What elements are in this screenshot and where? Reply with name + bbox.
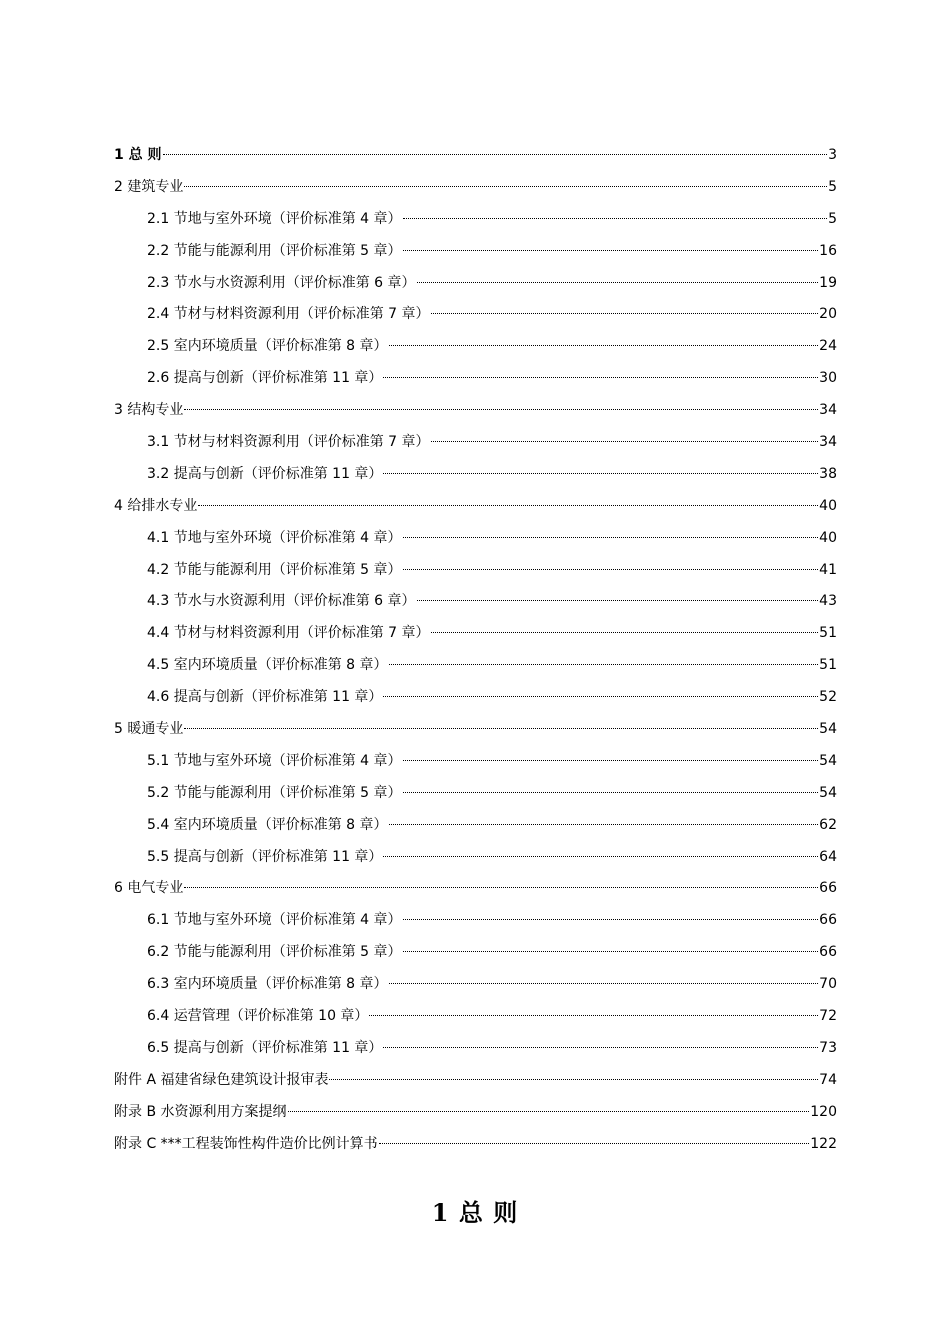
toc-dot-leader bbox=[403, 759, 819, 761]
toc-entry-page-number: 16 bbox=[819, 242, 837, 259]
toc-dot-leader bbox=[403, 536, 819, 538]
toc-entry-label: 4.2 节能与能源利用（评价标准第 5 章） bbox=[147, 561, 402, 578]
toc-entry[interactable] bbox=[114, 650, 837, 682]
toc-entry-page-number: 66 bbox=[819, 944, 837, 961]
toc-dot-leader bbox=[184, 886, 818, 888]
toc-entry[interactable] bbox=[114, 331, 837, 363]
toc-entry-label: 4.5 室内环境质量（评价标准第 8 章） bbox=[147, 657, 388, 674]
toc-dot-leader bbox=[184, 727, 818, 729]
toc-entry-label: 2.3 节水与水资源利用（评价标准第 6 章） bbox=[147, 274, 416, 291]
toc-entry[interactable] bbox=[114, 1065, 837, 1097]
toc-entry-label: 2 建筑专业 bbox=[114, 178, 184, 195]
toc-entry-page-number: 62 bbox=[819, 816, 837, 833]
toc-entry[interactable] bbox=[114, 268, 837, 300]
toc-entry[interactable] bbox=[114, 842, 837, 874]
toc-dot-leader bbox=[184, 185, 827, 187]
toc-dot-leader bbox=[403, 568, 819, 570]
toc-entry-label: 4.6 提高与创新（评价标准第 11 章） bbox=[147, 689, 383, 706]
toc-dot-leader bbox=[383, 376, 818, 378]
toc-entry[interactable] bbox=[114, 778, 837, 810]
toc-dot-leader bbox=[417, 599, 819, 601]
chapter-heading: 1 总 则 bbox=[431, 1198, 519, 1227]
toc-entry[interactable] bbox=[114, 555, 837, 587]
toc-entry-page-number: 72 bbox=[819, 1008, 837, 1025]
toc-entry[interactable] bbox=[114, 1129, 837, 1161]
toc-entry-page-number: 34 bbox=[819, 402, 837, 419]
toc-entry-label: 2.6 提高与创新（评价标准第 11 章） bbox=[147, 370, 383, 387]
toc-entry-page-number: 70 bbox=[819, 976, 837, 993]
toc-entry[interactable] bbox=[114, 682, 837, 714]
toc-dot-leader bbox=[163, 153, 828, 155]
toc-dot-leader bbox=[383, 472, 818, 474]
toc-entry-page-number: 122 bbox=[810, 1135, 837, 1152]
table-of-contents bbox=[114, 140, 837, 1161]
toc-entry-label: 6.2 节能与能源利用（评价标准第 5 章） bbox=[147, 944, 402, 961]
toc-entry-label: 6.4 运营管理（评价标准第 10 章） bbox=[147, 1008, 369, 1025]
toc-entry[interactable] bbox=[114, 236, 837, 268]
toc-dot-leader bbox=[389, 982, 819, 984]
toc-entry[interactable] bbox=[114, 299, 837, 331]
toc-dot-leader bbox=[369, 1014, 818, 1016]
toc-dot-leader bbox=[383, 695, 818, 697]
toc-entry-label: 6 电气专业 bbox=[114, 880, 184, 897]
toc-entry[interactable] bbox=[114, 905, 837, 937]
toc-entry[interactable] bbox=[114, 714, 837, 746]
toc-entry-label: 附录 C ***工程装饰性构件造价比例计算书 bbox=[114, 1135, 378, 1152]
toc-entry[interactable] bbox=[114, 1097, 837, 1129]
toc-entry[interactable] bbox=[114, 140, 837, 172]
toc-entry-page-number: 43 bbox=[819, 593, 837, 610]
toc-entry-page-number: 51 bbox=[819, 625, 837, 642]
toc-entry-label: 5.4 室内环境质量（评价标准第 8 章） bbox=[147, 816, 388, 833]
toc-entry-label: 附件 A 福建省绿色建筑设计报审表 bbox=[114, 1071, 329, 1088]
toc-entry[interactable] bbox=[114, 459, 837, 491]
toc-entry[interactable] bbox=[114, 746, 837, 778]
toc-entry-label: 3 结构专业 bbox=[114, 402, 184, 419]
toc-entry[interactable] bbox=[114, 491, 837, 523]
toc-entry-label: 5.2 节能与能源利用（评价标准第 5 章） bbox=[147, 784, 402, 801]
toc-entry-page-number: 41 bbox=[819, 561, 837, 578]
toc-entry-page-number: 74 bbox=[819, 1071, 837, 1088]
toc-entry-page-number: 51 bbox=[819, 657, 837, 674]
toc-entry-page-number: 20 bbox=[819, 306, 837, 323]
toc-entry-label: 4.4 节材与材料资源利用（评价标准第 7 章） bbox=[147, 625, 430, 642]
toc-entry-page-number: 40 bbox=[819, 497, 837, 514]
toc-entry-label: 4.3 节水与水资源利用（评价标准第 6 章） bbox=[147, 593, 416, 610]
toc-entry[interactable] bbox=[114, 969, 837, 1001]
toc-entry-label: 4.1 节地与室外环境（评价标准第 4 章） bbox=[147, 529, 402, 546]
toc-entry-label: 6.3 室内环境质量（评价标准第 8 章） bbox=[147, 976, 388, 993]
toc-entry-label: 2.1 节地与室外环境（评价标准第 4 章） bbox=[147, 210, 402, 227]
toc-entry-page-number: 5 bbox=[828, 178, 837, 195]
toc-dot-leader bbox=[383, 1046, 818, 1048]
toc-entry-page-number: 24 bbox=[819, 338, 837, 355]
toc-entry-label: 2.2 节能与能源利用（评价标准第 5 章） bbox=[147, 242, 402, 259]
toc-entry-label: 1 总 则 bbox=[114, 147, 162, 163]
toc-dot-leader bbox=[403, 918, 819, 920]
toc-entry-page-number: 54 bbox=[819, 752, 837, 769]
toc-entry[interactable] bbox=[114, 810, 837, 842]
toc-dot-leader bbox=[403, 950, 819, 952]
toc-entry-label: 4 给排水专业 bbox=[114, 497, 198, 514]
toc-entry-page-number: 30 bbox=[819, 370, 837, 387]
toc-entry-page-number: 66 bbox=[819, 880, 837, 897]
toc-entry[interactable] bbox=[114, 937, 837, 969]
toc-entry[interactable] bbox=[114, 204, 837, 236]
toc-dot-leader bbox=[403, 217, 828, 219]
toc-entry-label: 2.4 节材与材料资源利用（评价标准第 7 章） bbox=[147, 306, 430, 323]
toc-dot-leader bbox=[389, 663, 819, 665]
toc-entry-page-number: 5 bbox=[828, 210, 837, 227]
toc-entry-page-number: 3 bbox=[828, 147, 837, 163]
toc-dot-leader bbox=[389, 823, 819, 825]
toc-entry[interactable] bbox=[114, 395, 837, 427]
toc-entry-label: 2.5 室内环境质量（评价标准第 8 章） bbox=[147, 338, 388, 355]
toc-entry-label: 附录 B 水资源利用方案提纲 bbox=[114, 1103, 287, 1120]
toc-entry-label: 3.1 节材与材料资源利用（评价标准第 7 章） bbox=[147, 434, 430, 451]
toc-dot-leader bbox=[431, 440, 819, 442]
toc-dot-leader bbox=[329, 1078, 818, 1080]
toc-entry-label: 5.1 节地与室外环境（评价标准第 4 章） bbox=[147, 752, 402, 769]
toc-entry-page-number: 34 bbox=[819, 434, 837, 451]
toc-dot-leader bbox=[403, 791, 819, 793]
toc-dot-leader bbox=[198, 504, 818, 506]
toc-entry-page-number: 52 bbox=[819, 689, 837, 706]
toc-entry[interactable] bbox=[114, 363, 837, 395]
toc-dot-leader bbox=[288, 1110, 810, 1112]
toc-entry[interactable] bbox=[114, 523, 837, 555]
toc-dot-leader bbox=[431, 312, 819, 314]
toc-entry-page-number: 54 bbox=[819, 721, 837, 738]
toc-entry-label: 5 暖通专业 bbox=[114, 721, 184, 738]
toc-entry-page-number: 40 bbox=[819, 529, 837, 546]
toc-entry[interactable] bbox=[114, 1033, 837, 1065]
toc-entry-page-number: 19 bbox=[819, 274, 837, 291]
toc-entry-label: 3.2 提高与创新（评价标准第 11 章） bbox=[147, 465, 383, 482]
toc-entry-page-number: 73 bbox=[819, 1039, 837, 1056]
toc-entry[interactable] bbox=[114, 586, 837, 618]
toc-entry-page-number: 66 bbox=[819, 912, 837, 929]
toc-dot-leader bbox=[379, 1142, 810, 1144]
toc-entry-label: 6.5 提高与创新（评价标准第 11 章） bbox=[147, 1039, 383, 1056]
toc-entry-label: 6.1 节地与室外环境（评价标准第 4 章） bbox=[147, 912, 402, 929]
toc-dot-leader bbox=[417, 281, 819, 283]
toc-dot-leader bbox=[184, 408, 818, 410]
toc-dot-leader bbox=[389, 344, 819, 346]
toc-dot-leader bbox=[431, 631, 819, 633]
toc-entry[interactable] bbox=[114, 873, 837, 905]
toc-entry[interactable] bbox=[114, 618, 837, 650]
toc-dot-leader bbox=[383, 855, 818, 857]
toc-dot-leader bbox=[403, 249, 819, 251]
toc-entry-page-number: 120 bbox=[810, 1103, 837, 1120]
toc-entry-page-number: 64 bbox=[819, 848, 837, 865]
toc-entry-page-number: 38 bbox=[819, 465, 837, 482]
toc-entry-page-number: 54 bbox=[819, 784, 837, 801]
toc-entry[interactable] bbox=[114, 1001, 837, 1033]
toc-entry[interactable] bbox=[114, 427, 837, 459]
toc-entry-label: 5.5 提高与创新（评价标准第 11 章） bbox=[147, 848, 383, 865]
toc-entry[interactable] bbox=[114, 172, 837, 204]
